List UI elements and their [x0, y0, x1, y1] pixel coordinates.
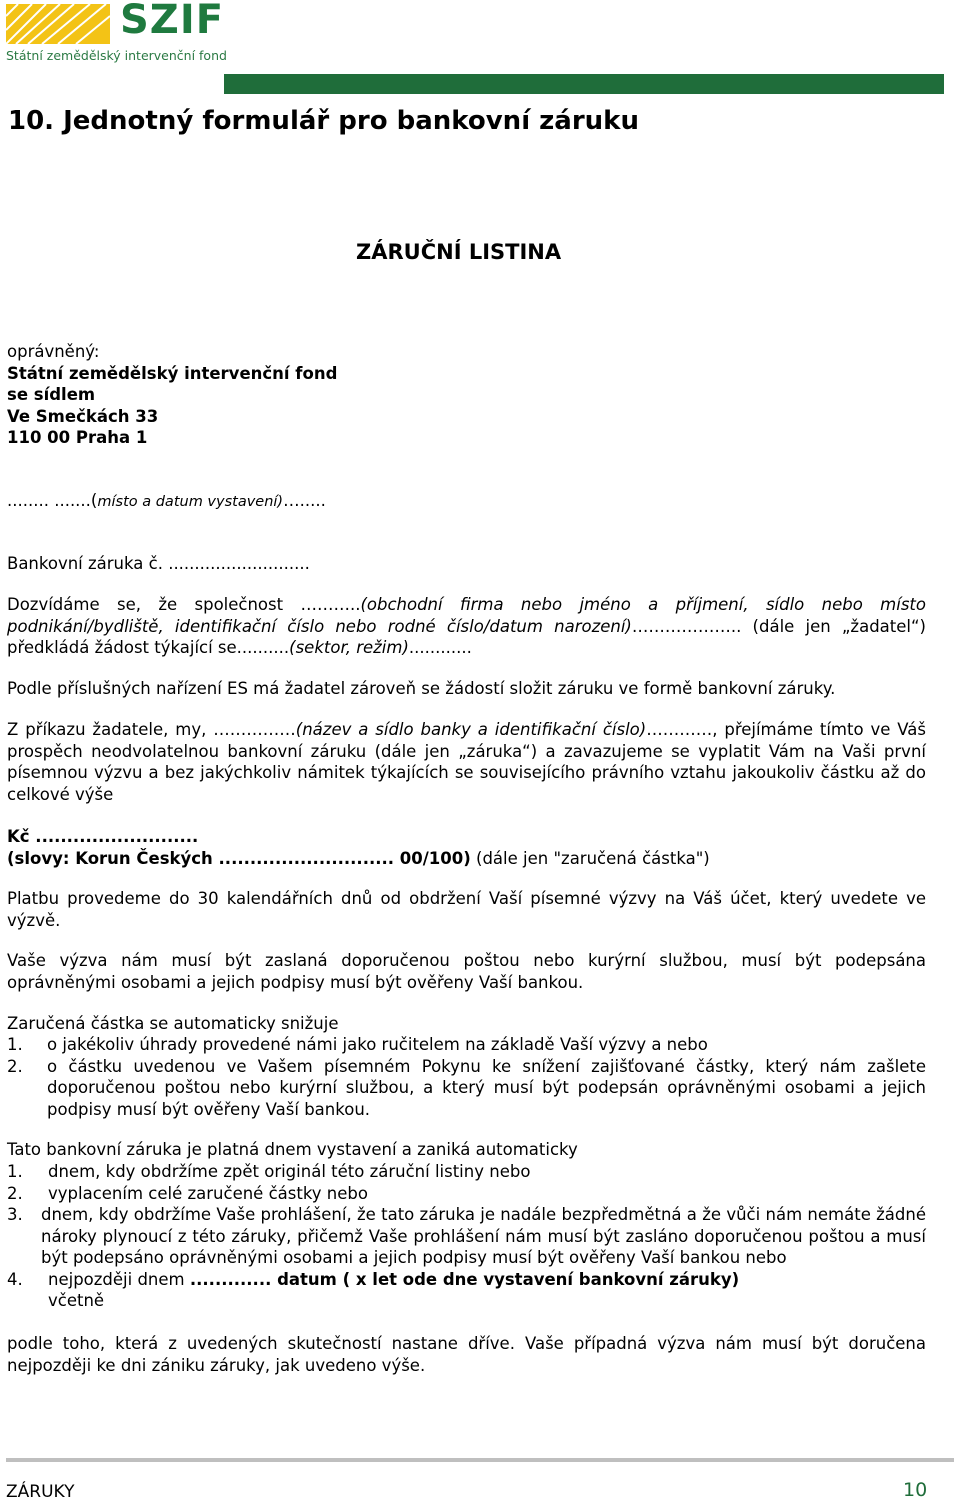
reduce-title: Zaručená částka se automaticky snižuje — [7, 1014, 339, 1033]
para-order-bank-hint: (název a sídlo banky a identifikační číslo) — [295, 720, 647, 739]
list-item-text: dnem, kdy obdržíme zpět originál této záruční listiny nebo — [48, 1162, 531, 1181]
place-date-text: místo a datum vystavení) — [97, 494, 284, 510]
deadline-date: ............. datum ( x let ode dne vystavení bankovní záruky) — [189, 1269, 740, 1289]
guarantee-number: Bankovní záruka č. ........................... — [7, 554, 310, 573]
reduce-list — [7, 1034, 926, 1120]
beneficiary-city: 110 00 Praha 1 — [7, 428, 148, 447]
listina-title: ZÁRUČNÍ LISTINA — [356, 240, 562, 264]
para-order — [7, 719, 926, 805]
para-order-a: Z příkazu žadatele, my, …………… — [7, 720, 296, 739]
beneficiary-name: Státní zemědělský intervenční fond — [7, 363, 338, 383]
amount-words: (slovy: Korun Českých ............................ 00/100) — [7, 848, 471, 868]
validity-list — [7, 1161, 926, 1312]
beneficiary-label: oprávněný: — [7, 342, 100, 361]
intro-end: ............ — [408, 638, 472, 657]
deadline-tail: včetně — [48, 1291, 105, 1310]
deadline-label: nejpozději dnem — [48, 1269, 185, 1289]
amount-tail: (dále jen "zaručená částka") — [470, 848, 710, 868]
intro-company: Dozvídáme se, že společnost ……….. — [7, 595, 361, 614]
footer-rule — [6, 1458, 954, 1462]
validity-title: Tato bankovní záruka je platná dnem vystavení a zaniká automaticky — [7, 1140, 578, 1159]
list-item-number: 3. — [7, 1205, 23, 1224]
beneficiary-block — [7, 341, 926, 449]
amount-kc: Kč .......................... — [7, 827, 199, 846]
intro-company-hint: (obchodní firma nebo jméno a příjmení, sídlo nebo místo podnikání/bydliště, identifikační číslo nebo rodné číslo/datum narození) — [7, 595, 926, 636]
para-es: Podle příslušných nařízení ES má žadatel zároveň se žádostí složit záruku ve formě bankovní záruky. — [7, 679, 836, 698]
para-order-b: …………, přejímáme tímto ve Váš prospěch neodvolatelnou bankovní záruku (dále jen „záruka“) a zavazujeme se vyplatit Vám na Vaši první písemnou výzvu a bez jakýchkoliv námitek týkajících se souvisejícího právního vztahu jakoukoliv částku až do celkové výše — [7, 720, 926, 804]
intro-sector-hint: (sektor, režim) — [289, 638, 409, 657]
list-item-text: o částku uvedenou ve Vašem písemném Pokynu ke snížení zajišťované částky, který nám zašlete doporučenou poštou nebo kurýrní službou, a který musí být podepsán oprávněnými osobami a jejich podpisy musí být ověřeny Vaší bankou. — [47, 1056, 926, 1119]
list-item-text: vyplacením celé zaručené částky nebo — [48, 1183, 368, 1203]
wheat-field-logo-icon — [6, 4, 110, 44]
payment-paragraph: Platbu provedeme do 30 kalendářních dnů od obdržení Vaší písemné výzvy na Váš účet, který uvedete ve výzvě. — [7, 889, 926, 930]
place-date-prefix: ........ .......( — [7, 491, 98, 510]
amount-block — [7, 826, 926, 869]
list-item-number: 1. — [7, 1035, 23, 1054]
document-title: 10. Jednotný formulář pro bankovní záruku — [8, 106, 639, 136]
beneficiary-seat-label: se sídlem — [7, 385, 96, 404]
list-item — [7, 1034, 926, 1056]
list-item-text: dnem, kdy obdržíme Vaše prohlášení, že tato záruka je nadále bezpředmětná a že vůči nám nemáte žádné nároky plynoucí z této záruky, přičemž Vaše prohlášení nám musí být zasláno doporučenou poštou a musí být podepsáno oprávněnými osobami a jejich podpisy musí být ověřeny Vaší bankou nebo — [41, 1205, 926, 1267]
list-item-text — [48, 1269, 926, 1312]
place-date-line — [7, 490, 926, 514]
list-item-number: 2. — [7, 1183, 23, 1203]
logo-subtitle: Státní zemědělský intervenční fond — [6, 48, 227, 63]
place-date-suffix: …..... — [283, 491, 326, 510]
page-number: 10 — [903, 1479, 928, 1501]
footer-section-label: ZÁRUKY — [6, 1482, 75, 1502]
logo-wordmark: SZIF — [120, 0, 225, 43]
list-item-number: 2. — [7, 1056, 23, 1076]
beneficiary-street: Ve Smečkách 33 — [7, 406, 159, 426]
intro-paragraph — [7, 594, 926, 659]
list-item-number: 1. — [7, 1162, 23, 1181]
list-item-number: 4. — [7, 1269, 23, 1289]
list-item — [7, 1056, 926, 1121]
request-paragraph: Vaše výzva nám musí být zaslaná doporučenou poštou nebo kurýrní službou, musí být podepsána oprávněnými osobami a jejich podpisy musí být ověřeny Vaší bankou. — [7, 951, 926, 992]
list-item — [7, 1269, 926, 1312]
intro-applicant: ……………….. (dále jen „žadatel“) předkládá žádost týkající se.......... — [7, 616, 926, 657]
list-item — [7, 1161, 926, 1183]
szif-logo — [6, 0, 227, 64]
list-item-text: o jakékoliv úhrady provedené námi jako ručitelem na základě Vaší výzvy a nebo — [47, 1035, 708, 1054]
list-item — [7, 1183, 926, 1205]
header-bar — [224, 74, 944, 94]
list-item — [7, 1204, 926, 1269]
validity-closing: podle toho, která z uvedených skutečností nastane dříve. Vaše případná výzva nám musí být doručena nejpozději ke dni zániku záruky, jak uvedeno výše. — [7, 1334, 926, 1375]
